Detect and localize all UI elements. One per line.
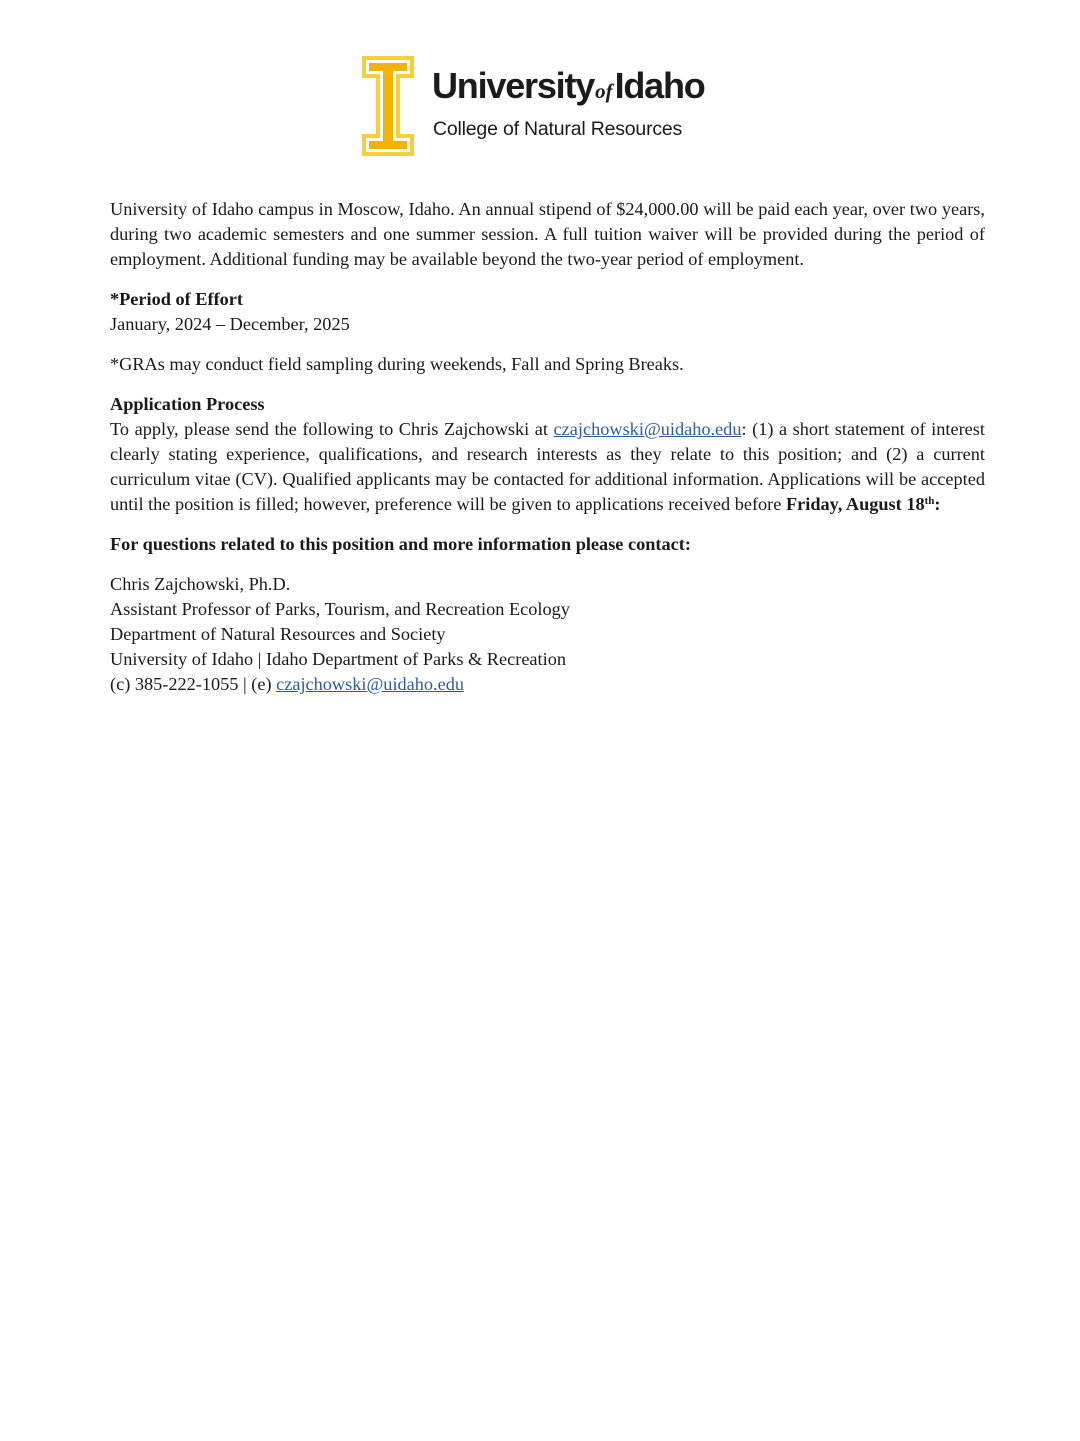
period-dates: January, 2024 – December, 2025 xyxy=(110,314,350,334)
logo-word-university: University xyxy=(432,65,595,106)
block-i-logo-icon xyxy=(360,54,416,158)
contact-name: Chris Zajchowski, Ph.D. xyxy=(110,574,291,594)
application-text-before-email: To apply, please send the following to Chris Zajchowski at xyxy=(110,419,554,439)
period-section xyxy=(110,287,985,337)
document-body xyxy=(110,197,985,697)
period-heading: *Period of Effort xyxy=(110,289,244,309)
contact-title: Assistant Professor of Parks, Tourism, and Recreation Ecology xyxy=(110,599,570,619)
contact-block xyxy=(110,572,985,697)
application-email-link[interactable]: czajchowski@uidaho.edu xyxy=(553,419,742,439)
field-sampling-note: *GRAs may conduct field sampling during weekends, Fall and Spring Breaks. xyxy=(110,354,684,374)
logo-subtitle: College of Natural Resources xyxy=(433,118,683,140)
contact-phone: (c) 385-222-1055 | (e) xyxy=(110,674,277,694)
logo-wordmark xyxy=(432,65,705,106)
intro-paragraph: University of Idaho campus in Moscow, Idaho. An annual stipend of $24,000.00 will be paid each year, over two years, during two academic semesters and one summer session. A full tuition waiver will be provided during the period of employment. Additional funding may be available beyond the two-year period of employment. xyxy=(110,199,985,269)
contact-phone-email-line xyxy=(110,672,985,697)
application-section xyxy=(110,392,985,517)
application-text-after-email: : (1) a short statement of interest clearly stating experience, qualifications, and research interests as they relate to this position; and (2) a current curriculum vitae (CV). Qualified applicants may be contacted for additional information. Applications will be accepted until the position is filled; however, preference will be given to applications received before xyxy=(110,419,985,514)
contact-email-link[interactable]: czajchowski@uidaho.edu xyxy=(276,674,465,694)
contact-department: Department of Natural Resources and Society xyxy=(110,624,446,644)
application-deadline xyxy=(786,494,941,514)
deadline-date: Friday, August 18 xyxy=(785,494,925,514)
application-paragraph xyxy=(110,417,985,517)
logo-word-idaho: Idaho xyxy=(614,65,705,106)
application-heading: Application Process xyxy=(110,394,265,414)
logo-word-of: of xyxy=(595,79,613,103)
university-logo xyxy=(360,54,760,160)
contact-heading: For questions related to this position and more information please contact: xyxy=(110,534,691,554)
deadline-suffix: th xyxy=(924,495,935,507)
contact-affiliation: University of Idaho | Idaho Department of Parks & Recreation xyxy=(110,649,566,669)
deadline-colon: : xyxy=(934,494,941,514)
